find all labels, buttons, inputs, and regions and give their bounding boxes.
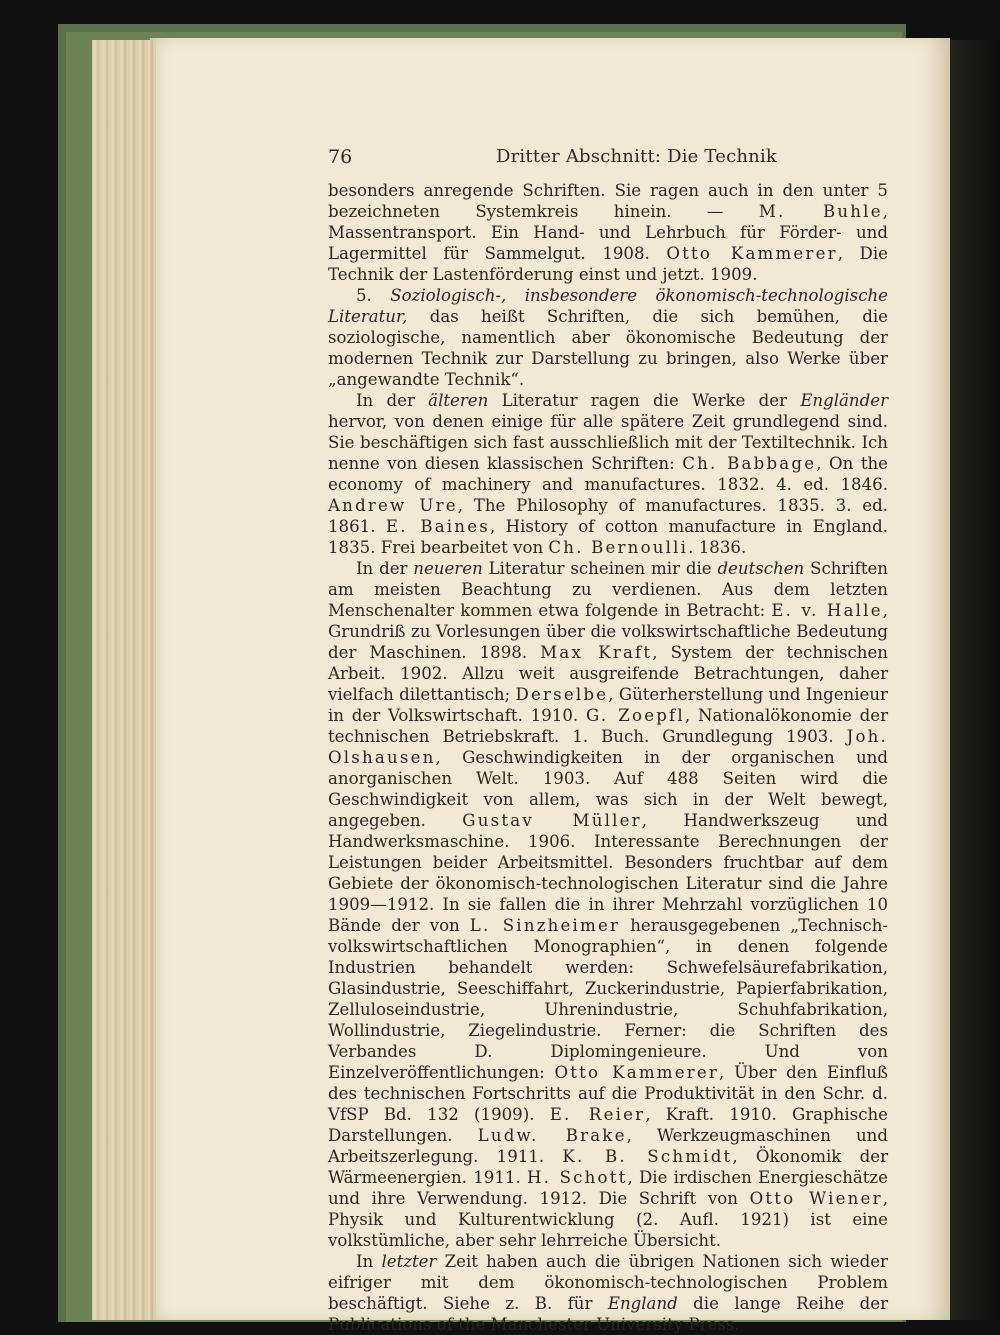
text-run: , On the economy of machinery and manufactures. 1832. 4. ed. 1846. [328,454,888,494]
text-run: das heißt Schriften, die sich bemühen, die soziologische, namentlich aber ökonomische Bedeutung der modernen Technik zur Darstellung zu bringen, also Werke über „angewandte Technik“. [328,307,888,389]
author-name: Derselbe [515,685,609,704]
text-run: Schriften am meisten Beachtung zu verdienen. Aus dem letzten Menschenalter kommen etwa folgende in Betracht: [328,559,888,620]
text-run: In [356,1252,382,1271]
author-name: H. Schott [526,1168,628,1187]
text-run: , Grundriß zu Vorlesungen über die volkswirtschaftliche Bedeutung der Maschinen. 1898. [328,601,888,662]
paragraph [328,1251,888,1335]
text-run: , Kraft. 1910. Graphische Darstellungen. [328,1105,888,1145]
text-run: , Die Technik der Lastenförderung einst und jetzt. 1909. [328,244,888,284]
paragraph [328,390,888,558]
text-run: , Nationalökonomie der technischen Betriebskraft. 1. Buch. Grundlegung 1903. [328,706,888,746]
emphasis-text: Engländer [800,391,888,410]
text-run: . 1836. [688,538,747,557]
paragraph [328,285,888,390]
author-name: E. v. Halle [771,601,883,620]
author-name: L. Sinzheimer [469,916,621,935]
author-name: E. Baines [385,517,490,536]
text-run: , Über den Einfluß des technischen Fortschritts auf die Produktivität in den Schr. d. VfSP Bd. 132 (1909). [328,1063,888,1124]
author-name: Ludw. Brake [477,1126,627,1145]
text-run: besonders anregende Schriften. Sie ragen auch in den unter 5 bezeichneten Systemkreis hinein. — [328,181,888,221]
text-run: 5. [356,286,391,305]
text-run: , Massentransport. Ein Hand- und Lehrbuch für Förder- und Lagermittel für Sammelgut. 1908. [328,202,888,263]
text-run: die lange Reihe der Publications of the Manchester University Press. [328,1294,888,1334]
author-name: G. Zoepfl [585,706,685,725]
author-name: Max Kraft [540,643,653,662]
author-name: Joh. Olshausen [328,727,888,767]
emphasis-text: England [607,1294,678,1313]
text-run: , History of cotton manufacture in England. 1835. Frei bearbeitet von [328,517,888,557]
text-run: , Geschwindigkeiten in der organischen und anorganischen Welt. 1903. Auf 488 Seiten wird die Geschwindigkeit von allem, was sich in der Welt bewegt, angegeben. [328,748,888,830]
paragraph [328,180,888,285]
author-name: Ch. Bernoulli [548,538,689,557]
emphasis-text: deutschen [717,559,805,578]
text-run: , Werkzeugmaschinen und Arbeitszerlegung. 1911. [328,1126,888,1166]
author-name: Otto Wiener [749,1189,883,1208]
author-name: E. Reier [549,1105,646,1124]
body-text [328,180,888,1335]
page-number: 76 [328,146,353,168]
text-run: , Ökonomik der Wärmeenergien. 1911. [328,1147,889,1187]
emphasis-text: älteren [428,391,489,410]
text-run: Literatur ragen die Werke der [488,391,801,410]
text-run: , Physik und Kulturentwicklung (2. Aufl. 1921) ist eine volkstümliche, aber sehr lehrreiche Übersicht. [328,1189,888,1250]
text-run: Literatur scheinen mir die [482,559,718,578]
author-name: Ch. Babbage [682,454,817,473]
text-run: In der [356,559,414,578]
text-run: In der [356,391,429,410]
paragraph [328,558,888,1251]
text-run: Zeit haben auch die übrigen Nationen sich wieder eifriger mit dem ökonomisch-technologischen Problem beschäftigt. Siehe z. B. für [328,1252,888,1313]
author-name: M. Buhle [758,202,883,221]
author-name: Otto Kammerer [666,244,838,263]
text-run: , Die irdischen Energieschätze und ihre Verwendung. 1912. Die Schrift von [328,1168,888,1208]
text-run: , The Philosophy of manufactures. 1835. 3. ed. 1861. [328,496,888,536]
author-name: Otto Kammerer [554,1063,720,1082]
emphasis-text: Soziologisch-, insbesondere ökonomisch-technologische Literatur, [328,286,888,326]
author-name: K. B. Schmidt [562,1147,733,1166]
text-run: herausgegebenen „Technisch-volkswirtschaftlichen Monographien“, in denen folgende Industrien behandelt werden: Schwefelsäurefabrikation, Glasindustrie, Seeschiffahrt, Zuckerindustrie, Papierfabrikation, Zelluloseindustrie, Uhrenindustrie, Schuhfabrikation, Wollindustrie, Ziegelindustrie. Ferner: die Schriften des Verbandes D. Diplomingenieure. Und von Einzelveröffentlichungen: [328,916,888,1082]
author-name: Gustav Müller [462,811,642,830]
text-run: , System der technischen Arbeit. 1902. Allzu weit ausgreifende Betrachtungen, daher vielfach dilettantisch; [328,643,888,704]
running-head: Dritter Abschnitt: Die Technik [496,146,778,167]
emphasis-text: neueren [413,559,483,578]
text-run: , Handwerkszeug und Handwerksmaschine. 1906. Interessante Berechnungen der Leistungen beider Arbeitsmittel. Besonders fruchtbar auf dem Gebiete der ökonomisch-technologischen Literatur sind die Jahre 1909—1912. In sie fallen die in ihrer Mehrzahl vorzüglichen 10 Bände der von [328,811,888,935]
page-stack-edges [92,40,156,1320]
page-header [328,146,888,170]
emphasis-text: letzter [381,1252,437,1271]
text-run: , Güterherstellung und Ingenieur in der Volkswirtschaft. 1910. [328,685,888,725]
author-name: Andrew Ure [328,496,458,515]
text-run: hervor, von denen einige für alle spätere Zeit grundlegend sind. Sie beschäftigen sich fast ausschließlich mit der Textiltechnik. Ich nenne von diesen klassischen Schriften: [328,412,888,473]
